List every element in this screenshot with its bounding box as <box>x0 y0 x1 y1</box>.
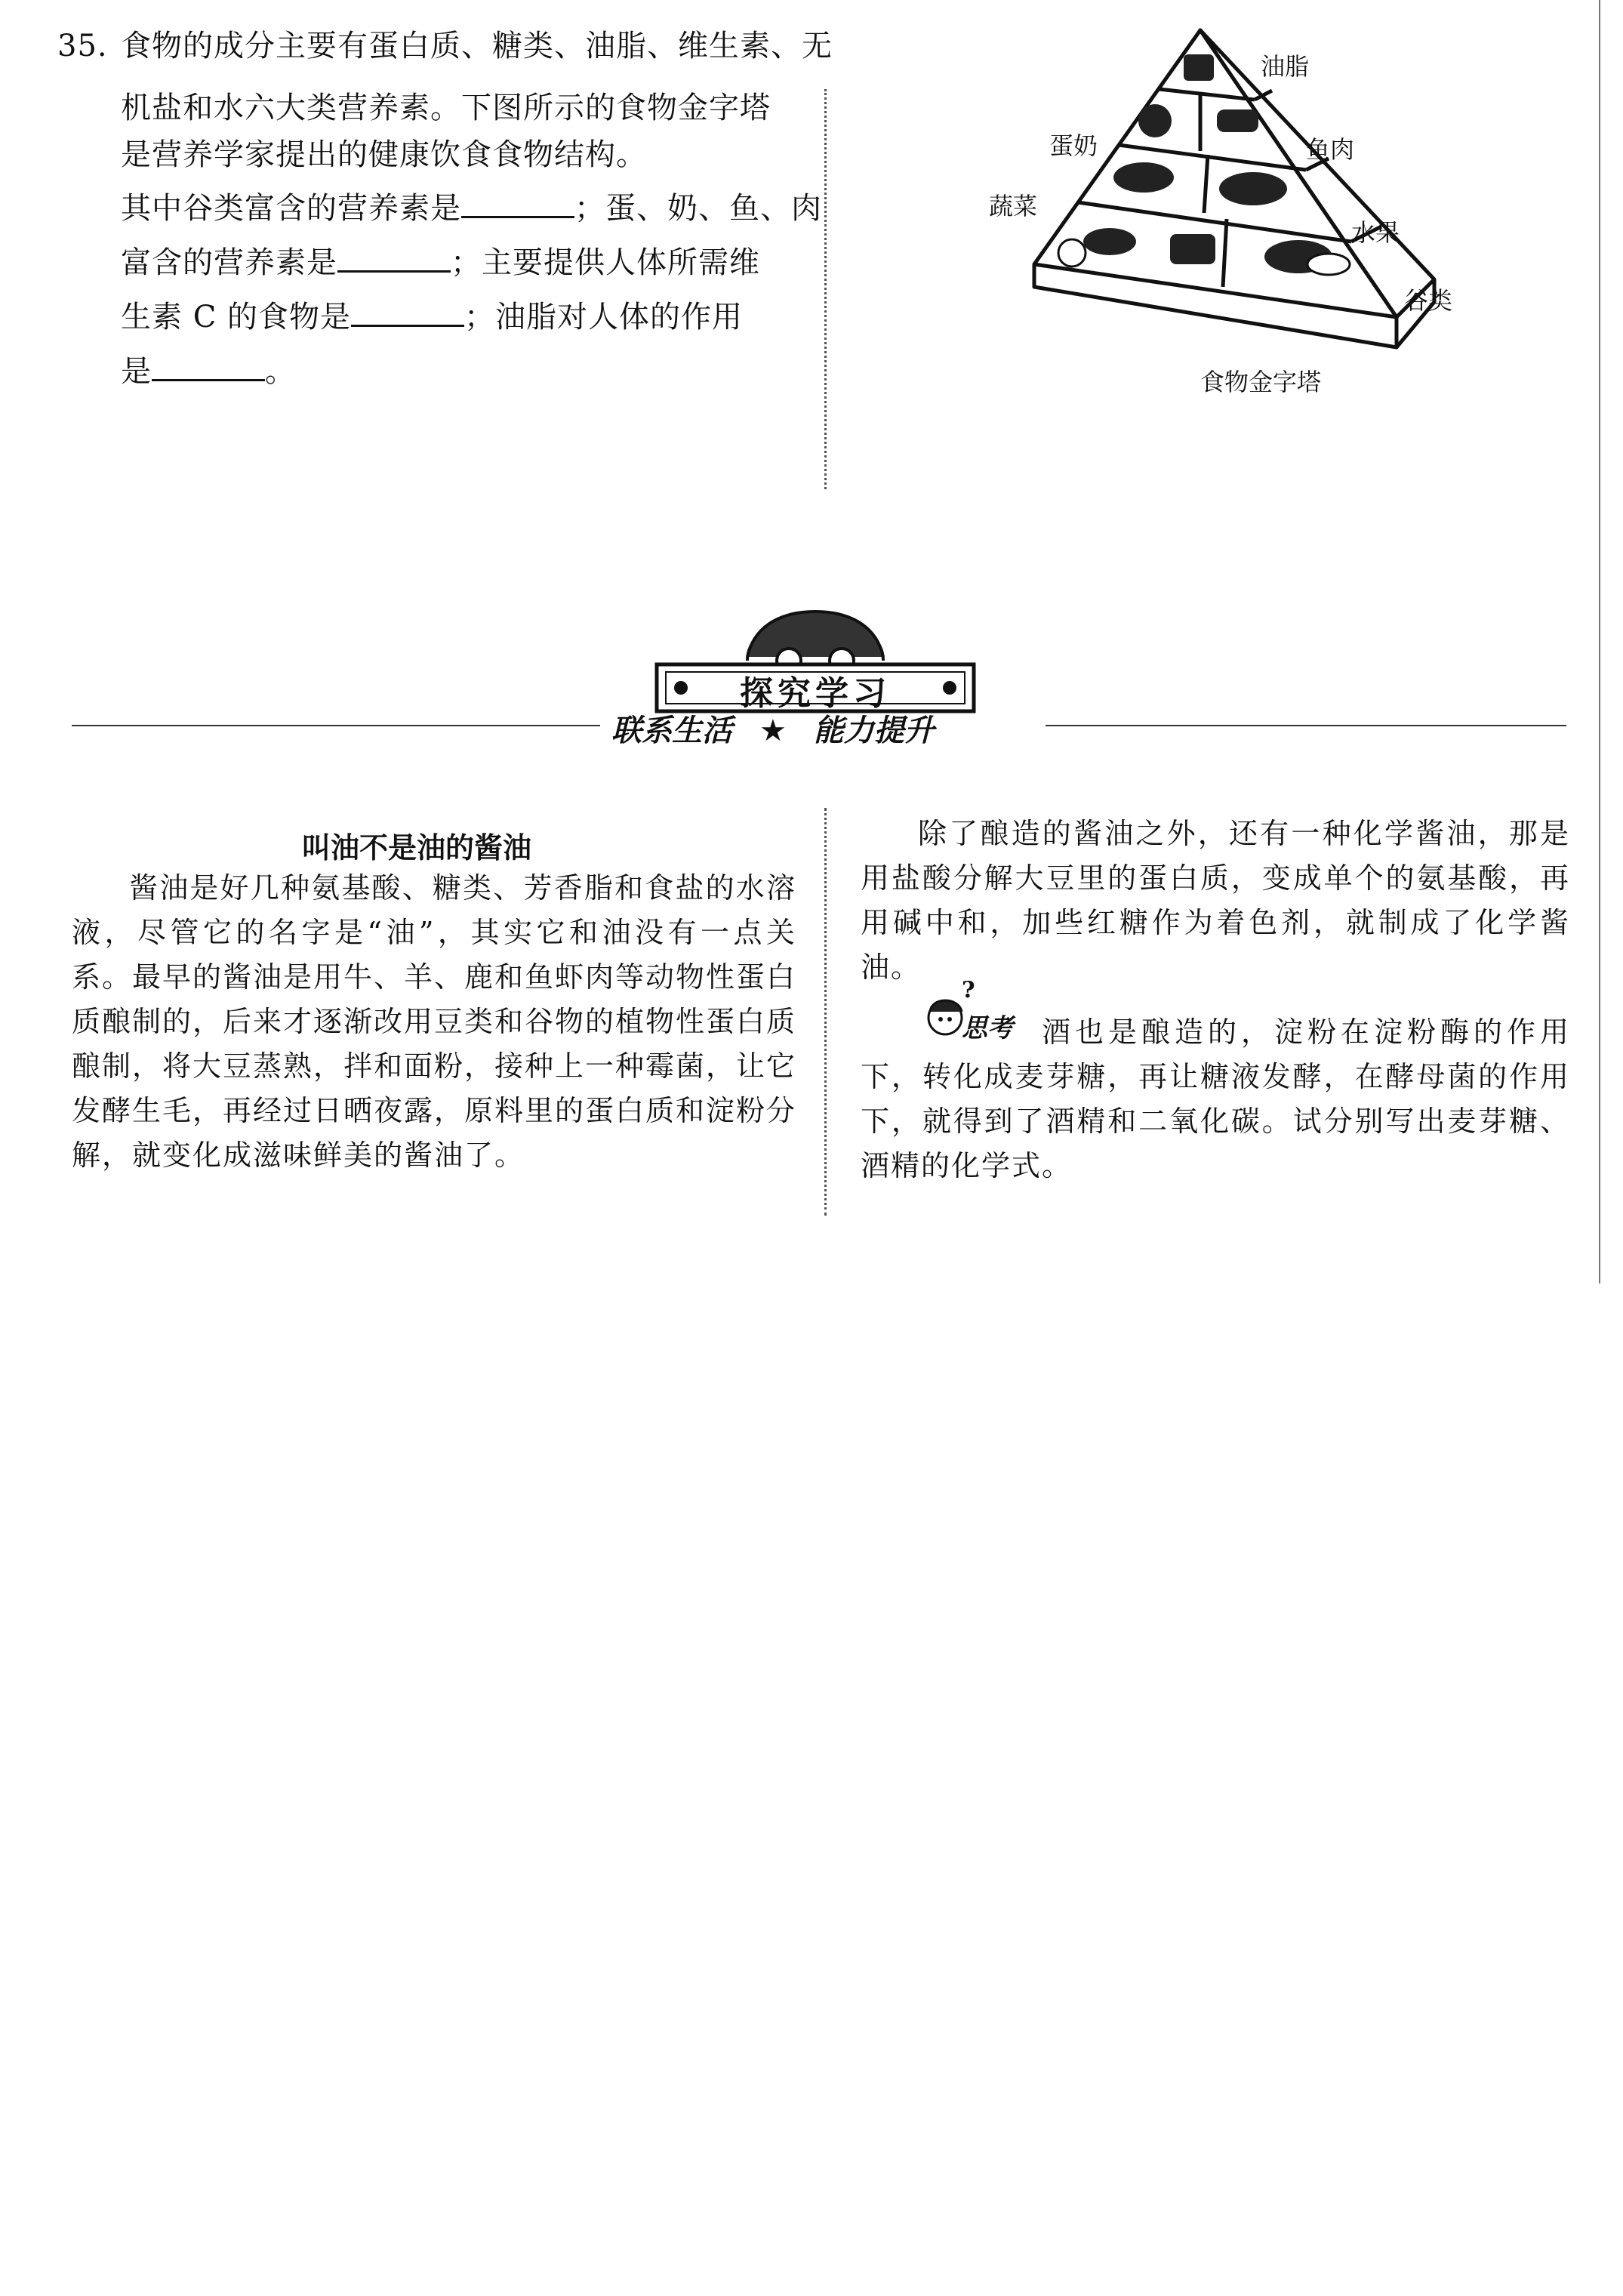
pyramid-label-grain: 谷类 <box>1404 286 1453 315</box>
article-paragraph-2: 除了酿造的酱油之外，还有一种化学酱油，那是用盐酸分解大豆里的蛋白质，变成单个的氨基酸，再用碱中和，加些红糖作为着色剂，就制成了化学酱油。 <box>861 817 1570 984</box>
pyramid-caption: 食物金字塔 <box>1200 368 1322 396</box>
fill-line-1: 其中谷类富含的营养素是 ；蛋、奶、鱼、肉 <box>121 189 822 227</box>
food-pyramid-figure <box>974 15 1502 408</box>
think-label: 思考 <box>962 1013 1013 1043</box>
food-pyramid-drawing <box>974 15 1502 408</box>
fill-line-3: 生素 C 的食物是 ；油脂对人体的作用 <box>121 297 743 336</box>
section-banner <box>634 589 996 717</box>
page-edge-line <box>1599 0 1600 1284</box>
question-line-3: 是营养学家提出的健康饮食食物结构。 <box>121 137 647 172</box>
pyramid-label-egg-milk: 蛋奶 <box>1049 131 1098 160</box>
pyramid-label-vegetable: 蔬菜 <box>989 192 1038 220</box>
banner-rule-left <box>72 725 600 726</box>
article-title: 叫油不是油的酱油 <box>302 831 532 864</box>
pyramid-label-oil: 油脂 <box>1261 52 1310 81</box>
question-line-2: 机盐和水六大类营养素。下图所示的食物金字塔 <box>121 91 771 125</box>
fill-line-2: 富含的营养素是 ；主要提供人体所需维 <box>121 243 760 282</box>
column-separator-bottom <box>824 808 827 1216</box>
banner-title: 探究学习 <box>740 674 891 713</box>
question-line-1: 食物的成分主要有蛋白质、糖类、油脂、维生素、无 <box>121 29 833 63</box>
answer-blank-protein[interactable] <box>337 243 451 273</box>
banner-subtitle: 联系生活 ★ 能力提升 <box>611 713 935 748</box>
question-number: 35. <box>57 29 108 63</box>
answer-blank-vitamin-c[interactable] <box>351 297 464 327</box>
pyramid-label-fish-meat: 鱼肉 <box>1306 135 1355 164</box>
article-paragraph-1: 酱油是好几种氨基酸、糖类、芳香脂和食盐的水溶液，尽管它的名字是“油”，其实它和油没有一点关系。最早的酱油是用牛、羊、鹿和鱼虾肉等动物性蛋白质酿制的，后来才逐渐改用豆类和谷物的植物性蛋白质酿制，将大豆蒸熟，拌和面粉，接种上一种霉菌，让它发酵生毛，再经过日晒夜露，原料里的蛋白质和淀粉分解，就变化成滋味鲜美的酱油了。 <box>72 871 797 1172</box>
answer-blank-grain[interactable] <box>461 189 574 218</box>
answer-blank-oil-function[interactable] <box>152 352 265 381</box>
pyramid-label-fruit: 水果 <box>1351 218 1400 247</box>
column-separator-top <box>824 89 827 489</box>
banner-rule-right <box>1046 725 1566 726</box>
fill-line-4: 是 。 <box>121 352 296 390</box>
think-text: 酒也是酿造的，淀粉在淀粉酶的作用下，转化成麦芽糖，再让糖液发酵，在酵母菌的作用下，就得到了酒精和二氧化碳。试分别写出麦芽糖、酒精的化学式。 <box>861 1015 1570 1182</box>
question-mark: ? <box>962 977 975 1003</box>
star-icon: ★ <box>759 713 787 748</box>
